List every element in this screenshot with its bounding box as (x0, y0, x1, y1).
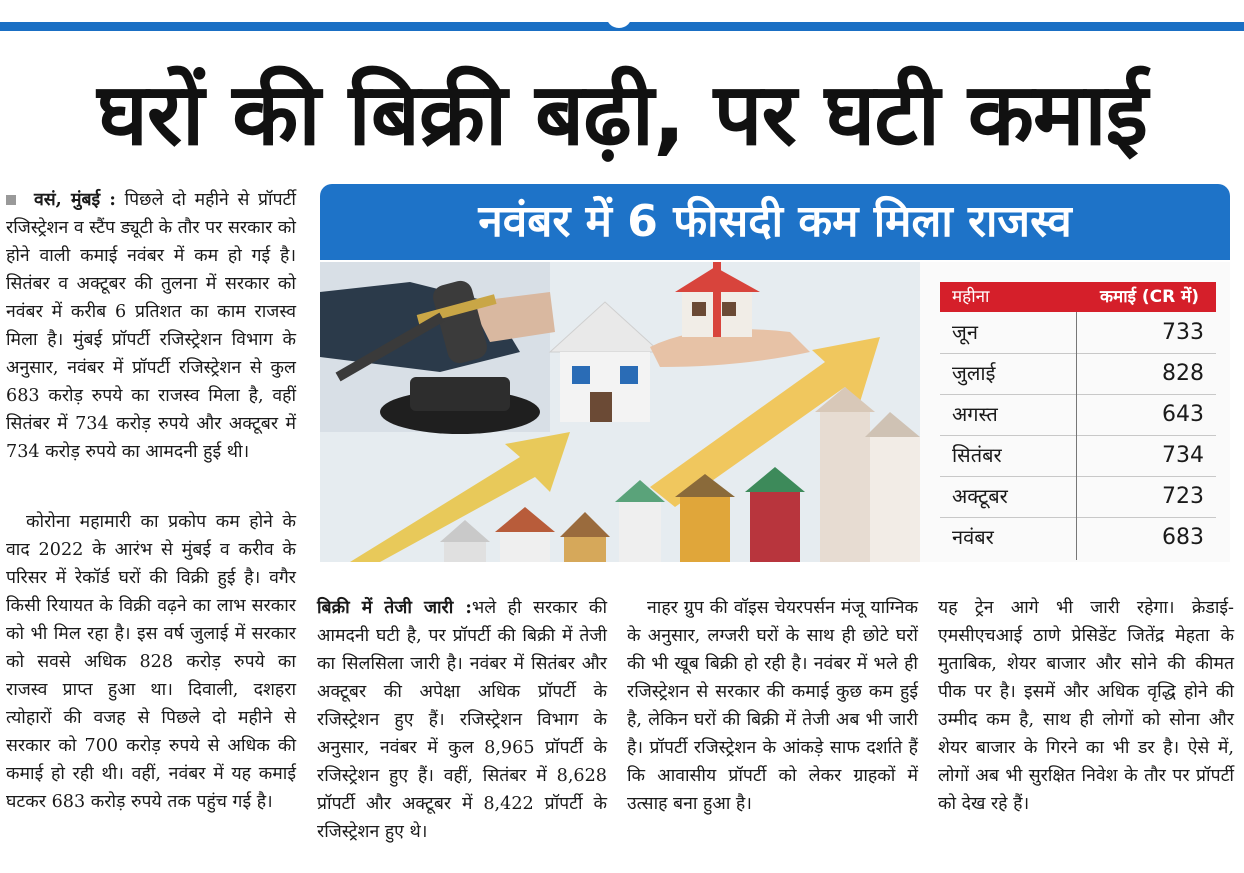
row-month: जुलाई (952, 361, 996, 385)
row-month: अगस्त (952, 402, 998, 426)
article-column-1-continued (6, 508, 296, 816)
col1-paragraph-2: कोरोना महामारी का प्रकोप कम होने के वाद 2022 के आरंभ से मुंबई व करीव के परिसर में रेकॉर्ड घरों की विक्री हुई है। वगैर किसी रियायत के विक्री वढ़ने का लाभ सरकार को भी मिल रहा है। इस वर्ष जुलाई में सरकार को सवसे अधिक 828 करोड़ रुपये का राजस्व प्राप्त हुआ था। दिवाली, दशहरा त्योहारों की वजह से पिछले दो महीने से सरकार को 700 करोड़ रुपये से अधिक की कमाई हो रही थी। वहीं, नवंबर में यह कमाई घटकर 683 करोड़ रुपये तक पहुंच गई है। (6, 512, 296, 812)
table-row (940, 394, 1216, 436)
row-month: नवंबर (952, 525, 994, 549)
article-column-1 (6, 186, 296, 466)
row-value: 723 (1162, 484, 1204, 509)
article-column-3 (627, 594, 918, 818)
dateline: वसं, मुंबई : (34, 189, 116, 210)
table-header (940, 282, 1216, 312)
col1-paragraph-1: पिछले दो महीने से प्रॉपर्टी रजिस्ट्रेशन व स्टैंप ड्यूटी के तौर पर सरकार को होने वाली कमाई नवंबर में कम हो गई है। सितंबर व अक्टूबर की तुलना में सरकार को नवंबर में करीब 6 प्रतिशत का काम राजस्व मिला है। मुंबई प्रॉपर्टी रजिस्ट्रेशन विभाग के अनुसार, नवंबर में प्रॉपर्टी रजिस्ट्रेशन से कुल 683 करोड़ रुपये का राजस्व मिला है, वहीं सितंबर में 734 करोड़ रुपये और अक्टूबर में 734 करोड़ रुपये का आमदनी हुई थी। (6, 190, 296, 462)
row-month: अक्टूबर (952, 484, 1008, 508)
table-column-divider (1076, 312, 1077, 560)
table-row (940, 435, 1216, 477)
table-row (940, 312, 1216, 354)
article-column-4 (938, 594, 1234, 818)
article-column-2 (317, 594, 607, 846)
row-month: सितंबर (952, 443, 1002, 467)
row-value: 734 (1162, 443, 1204, 468)
table-row (940, 476, 1216, 518)
property-illustration (320, 262, 920, 562)
row-value: 733 (1162, 320, 1204, 345)
row-value: 828 (1162, 361, 1204, 386)
property-illustration-graphic (320, 262, 920, 562)
table-row (940, 353, 1216, 395)
headline: घरों की बिक्री बढ़ी, पर घटी कमाई (97, 65, 1147, 165)
col4-body: यह ट्रेन आगे भी जारी रहेगा। क्रेडाई-एमसीएचआई ठाणे प्रेसिडेंट जितेंद्र मेहता के मुताबिक, शेयर बाजार और सोने की कीमत पीक पर है। इसमें और अधिक वृद्धि होने की उम्मीद कम है, साथ ही लोगों को सोना और शेयर बाजार के गिरने का भी डर है। ऐसे में, लोगों अब भी सुरक्षित निवेश के तौर पर प्रॉपर्टी को देख रहे हैं। (938, 598, 1234, 814)
bullet-icon (6, 195, 16, 205)
header-earning: कमाई (CR में) (1100, 287, 1200, 307)
row-month: जून (952, 320, 978, 344)
col2-body: भले ही सरकार की आमदनी घटी है, पर प्रॉपर्टी की बिक्री में तेजी का सिलसिला जारी है। नवंबर में सितंबर और अक्टूबर की अपेक्षा अधिक प्रॉपर्टी के रजिस्ट्रेशन हुए हैं। रजिस्ट्रेशन विभाग के अनुसार, नवंबर में कुल 8,965 प्रॉपर्टी के रजिस्ट्रेशन हुए हैं। वहीं, सितंबर में 8,628 प्रॉपर्टी और अक्टूबर में 8,422 प्रॉपर्टी के रजिस्ट्रेशन हुए थे। (317, 598, 607, 842)
table-row (940, 517, 1216, 558)
earnings-table (920, 262, 1230, 562)
col3-body: नाहर ग्रुप की वॉइस चेयरपर्सन मंजू याग्निक के अनुसार, लग्जरी घरों के साथ ही छोटे घरों की भी खूब बिक्री हो रही है। नवंबर में भले ही रजिस्ट्रेशन से सरकार की कमाई कुछ कम हुई है, लेकिन घरों की बिक्री में तेजी अब भी जारी है। प्रॉपर्टी रजिस्ट्रेशन के आंकड़े साफ दर्शाते हैं कि आवासीय प्रॉपर्टी को लेकर ग्राहकों में उत्साह बना हुआ है। (627, 598, 918, 814)
row-value: 643 (1162, 402, 1204, 427)
row-value: 683 (1162, 525, 1204, 550)
col2-lead: बिक्री में तेजी जारी : (317, 597, 472, 618)
subheadline-banner: नवंबर में 6 फीसदी कम मिला राजस्व (320, 184, 1230, 260)
header-month: महीना (952, 287, 990, 307)
